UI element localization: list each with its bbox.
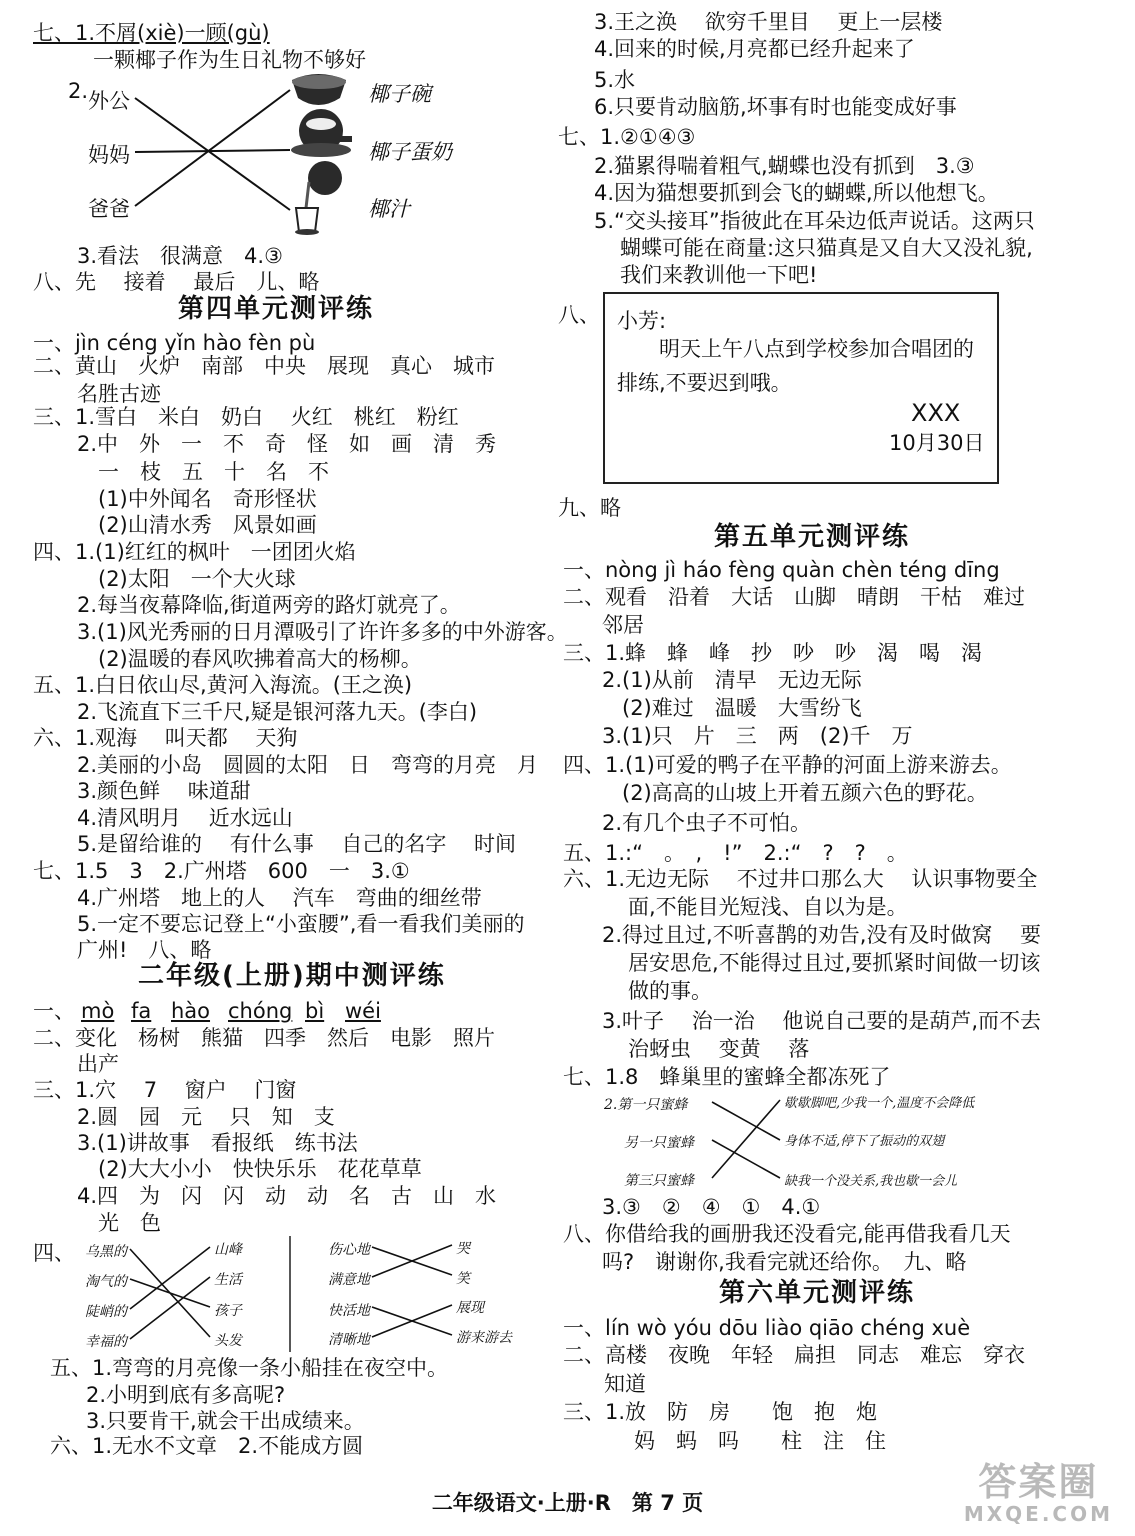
q7-1: 七、1.不屑(xiè)一顾(gù) bbox=[33, 21, 270, 45]
note-signature: XXX bbox=[911, 399, 961, 427]
u5-line: 一、nòng jì háo fèng quàn chèn téng dīng bbox=[563, 558, 1000, 582]
u5-line: 3.叶子 治一治 他说自己要的是葫芦,而不去 bbox=[602, 1009, 1042, 1033]
mid-pinyin: hào bbox=[171, 999, 211, 1023]
match-person: 妈妈 bbox=[88, 143, 130, 167]
u5-line: (2)难过 温暖 大雪纷飞 bbox=[622, 696, 862, 720]
mid-pinyin: mò bbox=[81, 999, 115, 1023]
u5-line: 四、1.(1)可爱的鸭子在平静的河面上游来游去。 bbox=[563, 753, 1012, 777]
match-left-b: 生活 bbox=[214, 1272, 242, 1288]
match-person: 外公 bbox=[88, 89, 130, 113]
bee-left: 2.第一只蜜蜂 bbox=[604, 1097, 688, 1113]
midterm-title: 二年级(上册)期中测评练 bbox=[138, 961, 446, 991]
match-item: 椰子碗 bbox=[368, 82, 431, 106]
r-top-line: 4.因为猫想要抓到会飞的蝴蝶,所以他想飞。 bbox=[594, 181, 999, 205]
match-left-b: 孩子 bbox=[214, 1303, 242, 1319]
u4-line: 四、1.(1)红红的枫叶 一团团火焰 bbox=[33, 540, 356, 564]
u4-line: (2)温暖的春风吹拂着高大的杨柳。 bbox=[98, 647, 422, 671]
u5-line: 六、1.无边无际 不过井口那么大 认识事物要全 bbox=[563, 867, 1038, 891]
bee-right: 歇歇脚吧,少我一个,温度不会降低 bbox=[784, 1096, 975, 1111]
u5-line: 二、观看 沿着 大话 山脚 晴朗 干枯 难过 bbox=[563, 585, 1025, 609]
bee-left: 另一只蜜蜂 bbox=[624, 1135, 694, 1151]
r-q9: 九、略 bbox=[558, 496, 621, 520]
u5-line: 居安思危,不能得过且过,要抓紧时间做一切该 bbox=[628, 951, 1041, 975]
watermark-logo: 答案圈 MXQE.COM bbox=[963, 1460, 1113, 1526]
u6-line: 三、1.放 防 房 饱 抱 炮 bbox=[563, 1400, 878, 1424]
u4-line: 二、黄山 火炉 南部 中央 展现 真心 城市 bbox=[33, 354, 495, 378]
r-top-line: 6.只要肯动脑筋,坏事有时也能变成好事 bbox=[594, 95, 957, 119]
u5-line: 2.得过且过,不听喜鹊的劝告,没有及时做窝 要 bbox=[602, 923, 1042, 947]
u5-line: 七、1.8 蜂巢里的蜜蜂全都冻死了 bbox=[563, 1065, 891, 1089]
u4-line: 5.是留给谁的 有什么事 自己的名字 时间 bbox=[77, 832, 517, 856]
u4-line: 五、1.白日依山尽,黄河入海流。(王之涣) bbox=[33, 673, 413, 697]
u4-line: 2.每当夜幕降临,街道两旁的路灯就亮了。 bbox=[77, 593, 461, 617]
u5-line: 面,不能目光短浅、自以为是。 bbox=[628, 895, 908, 919]
u4-line: 2.美丽的小岛 圆圆的太阳 日 弯弯的月亮 月 bbox=[77, 753, 539, 777]
r-top-line: 4.回来的时候,月亮都已经升起来了 bbox=[594, 37, 915, 61]
mid-line: 光 色 bbox=[98, 1211, 161, 1235]
u5-line: 3.(1)只 片 三 两 (2)千 万 bbox=[602, 724, 913, 748]
u5-line: 治蚜虫 变黄 落 bbox=[628, 1037, 810, 1061]
mid-pinyin: wéi bbox=[345, 999, 381, 1023]
u6-line: 妈 蚂 吗 柱 注 住 bbox=[634, 1429, 886, 1453]
note-body: 排练,不要迟到哦。 bbox=[617, 371, 792, 395]
mid-q1-label: 一、 bbox=[33, 999, 75, 1023]
u6-line: 二、高楼 夜晚 年轻 扁担 同志 难忘 穿衣 bbox=[563, 1343, 1025, 1367]
u5-tail: 吗? 谢谢你,我看完就还给你。 九、略 bbox=[602, 1250, 967, 1274]
page-footer: 二年级语文·上册·R 第 7 页 bbox=[431, 1491, 704, 1515]
mid-pinyin: fa bbox=[131, 999, 152, 1023]
bee-right: 缺我一个没关系,我也歇一会儿 bbox=[784, 1174, 958, 1189]
mid-tail: 六、1.无水不文章 2.不能成方圆 bbox=[50, 1434, 364, 1458]
r-top-line: 蝴蝶可能在商量:这只猫真是又自大又没礼貌, bbox=[620, 236, 1033, 260]
match-left-a: 陡峭的 bbox=[85, 1304, 127, 1320]
bee-left: 第三只蜜蜂 bbox=[624, 1173, 694, 1189]
note-date: 10月30日 bbox=[889, 431, 985, 455]
match-left-b: 山峰 bbox=[214, 1242, 242, 1258]
mid-line: 3.(1)讲故事 看报纸 练书法 bbox=[77, 1131, 358, 1155]
u4-line: (1)中外闻名 奇形怪状 bbox=[98, 487, 317, 511]
r-top-line: 我们来教训他一下吧! bbox=[620, 263, 818, 287]
mid-line: 二、变化 杨树 熊猫 四季 然后 电影 照片 bbox=[33, 1026, 495, 1050]
match-left-a: 幸福的 bbox=[85, 1334, 127, 1350]
u4-line: 3.(1)风光秀丽的日月潭吸引了许许多多的中外游客。 bbox=[77, 620, 568, 644]
q7-3: 3.看法 很满意 4.③ bbox=[77, 244, 283, 268]
u5-line: 三、1.蜂 蜂 峰 抄 吵 吵 渴 喝 渴 bbox=[563, 641, 983, 665]
u4-line: 广州! 八、略 bbox=[77, 938, 212, 962]
mid-line: 2.圆 园 元 只 知 支 bbox=[77, 1105, 335, 1129]
r-top-line: 3.王之涣 欲穷千里目 更上一层楼 bbox=[594, 10, 943, 34]
match-right-a: 伤心地 bbox=[328, 1242, 370, 1258]
q8: 八、先 接着 最后 儿、略 bbox=[33, 270, 320, 294]
match-right-a: 快活地 bbox=[328, 1303, 370, 1319]
mid-tail: 2.小明到底有多高呢? bbox=[86, 1383, 286, 1407]
u4-line: 4.清风明月 近水远山 bbox=[77, 806, 293, 830]
u4-line: 5.一定不要忘记登上“小蛮腰”,看一看我们美丽的 bbox=[77, 912, 525, 936]
u4-line: 2.飞流直下三千尺,疑是银河落九天。(李白) bbox=[77, 700, 478, 724]
u4-line: 七、1.5 3 2.广州塔 600 一 3.① bbox=[33, 859, 410, 883]
note-body: 明天上午八点到学校参加合唱团的 bbox=[659, 337, 974, 361]
mid-pinyin: bì bbox=[305, 999, 325, 1023]
r-top-line: 七、1.②①④③ bbox=[558, 125, 696, 149]
u5-line: 五、1.:“ 。 , !” 2.:“ ? ? 。 bbox=[563, 841, 908, 865]
match-left-a: 乌黑的 bbox=[85, 1244, 127, 1260]
note-salutation: 小芳: bbox=[617, 309, 667, 333]
u4-line: 3.颜色鲜 味道甜 bbox=[77, 779, 251, 803]
r-top-line: 5.水 bbox=[594, 68, 636, 92]
match-item: 椰子蛋奶 bbox=[368, 140, 452, 164]
u5-line: 做的事。 bbox=[628, 979, 712, 1003]
unit5-title: 第五单元测评练 bbox=[714, 522, 911, 552]
mid-tail: 五、1.弯弯的月亮像一条小船挂在夜空中。 bbox=[50, 1356, 449, 1380]
mid-line: 4.四 为 闪 闪 动 动 名 古 山 水 bbox=[77, 1184, 497, 1208]
r-top-line: 2.猫累得喘着粗气,蝴蝶也没有抓到 3.③ bbox=[594, 154, 975, 178]
unit6-title: 第六单元测评练 bbox=[719, 1278, 916, 1308]
match-right-b: 哭 bbox=[456, 1241, 470, 1257]
match-right-a: 满意地 bbox=[328, 1272, 370, 1288]
r-top-line: 5.“交头接耳”指彼此在耳朵边低声说话。这两只 bbox=[594, 209, 1035, 233]
u4-line: 一 枝 五 十 名 不 bbox=[98, 460, 329, 484]
bee-right: 身体不适,停下了振动的双翅 bbox=[784, 1134, 945, 1149]
u4-line: 2.中 外 一 不 奇 怪 如 画 清 秀 bbox=[77, 432, 497, 456]
u5-line: 2.(1)从前 清早 无边无际 bbox=[602, 668, 862, 692]
u4-line: 名胜古迹 bbox=[77, 382, 161, 406]
u4-line: 4.广州塔 地上的人 汽车 弯曲的细丝带 bbox=[77, 886, 482, 910]
mid-line: 出产 bbox=[77, 1052, 119, 1076]
unit4-title: 第四单元测评练 bbox=[178, 294, 375, 324]
match-item: 椰汁 bbox=[368, 197, 410, 221]
match-person: 爸爸 bbox=[88, 197, 130, 221]
u4-line: (2)太阳 一个大火球 bbox=[98, 567, 296, 591]
mid-line: 三、1.穴 7 窗户 门窗 bbox=[33, 1078, 297, 1102]
u6-line: 知道 bbox=[604, 1372, 646, 1396]
u5-tail: 3.③ ② ④ ① 4.① bbox=[602, 1195, 821, 1219]
u4-line: 六、1.观海 叫天都 天狗 bbox=[33, 726, 298, 750]
u5-tail: 八、你借给我的画册我还没看完,能再借我看几天 bbox=[563, 1222, 1011, 1246]
u4-line: 三、1.雪白 米白 奶白 火红 桃红 粉红 bbox=[33, 405, 459, 429]
q7-1-answer: 一颗椰子作为生日礼物不够好 bbox=[93, 48, 366, 72]
u5-line: 2.有几个虫子不可怕。 bbox=[602, 811, 812, 835]
mid-line: (2)大大小小 快快乐乐 花花草草 bbox=[98, 1157, 422, 1181]
u5-line: 邻居 bbox=[602, 613, 644, 637]
match-left-b: 头发 bbox=[214, 1333, 242, 1349]
u4-line: (2)山清水秀 风景如画 bbox=[98, 513, 317, 537]
match-right-b: 游来游去 bbox=[456, 1330, 512, 1346]
u6-line: 一、lín wò yóu dōu liào qiāo chéng xuè bbox=[563, 1316, 971, 1340]
mid-pinyin: chóng bbox=[228, 999, 293, 1023]
match-right-b: 笑 bbox=[456, 1271, 470, 1287]
match-left-a: 淘气的 bbox=[85, 1274, 127, 1290]
match-right-a: 清晰地 bbox=[328, 1332, 370, 1348]
u5-line: (2)高高的山坡上开着五颜六色的野花。 bbox=[622, 781, 988, 805]
u4-line: 一、jìn céng yǐn hào fèn pù bbox=[33, 331, 316, 355]
mid-tail: 3.只要肯干,就会干出成绩来。 bbox=[86, 1409, 365, 1433]
mid-q4-label: 四、 bbox=[33, 1241, 75, 1265]
match-right-b: 展现 bbox=[456, 1300, 484, 1316]
q7-2-number: 2. bbox=[68, 79, 89, 103]
r-q8-label: 八、 bbox=[558, 303, 600, 327]
